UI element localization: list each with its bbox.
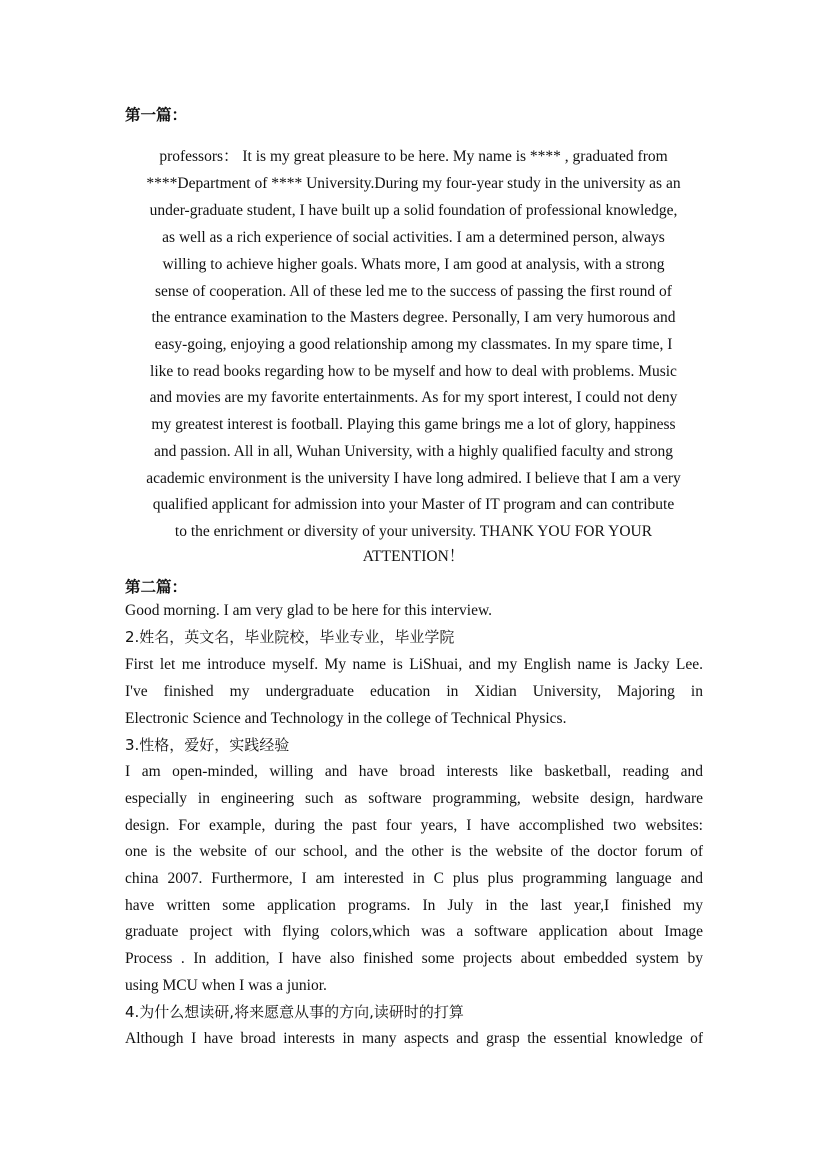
question-3: 3.性格，爱好，实践经验 bbox=[125, 736, 290, 754]
body-line: design. For example, during the past four years, I have accomplished two websites: bbox=[125, 817, 703, 834]
body-line: ATTENTION！ bbox=[362, 548, 465, 565]
body-line: professors： It is my great pleasure to be here. My name is **** , graduated from bbox=[159, 148, 668, 165]
body-line: ****Department of **** University.During my four-year study in the university as an bbox=[146, 175, 681, 192]
body-line: like to read books regarding how to be myself and how to deal with problems. Music bbox=[150, 363, 677, 380]
body-line: I am open-minded, willing and have broad interests like basketball, reading and bbox=[125, 763, 703, 780]
section-1-heading: 第一篇： bbox=[125, 106, 188, 124]
question-4: 4.为什么想读研,将来愿意从事的方向,读研时的打算 bbox=[125, 1003, 464, 1021]
body-line: have written some application programs. In July in the last year,I finished my bbox=[125, 897, 703, 914]
body-line: the entrance examination to the Masters degree. Personally, I am very humorous and bbox=[151, 309, 676, 326]
body-line: I've finished my undergraduate education in Xidian University, Majoring in bbox=[125, 683, 703, 700]
greeting-line: Good morning. I am very glad to be here for this interview. bbox=[125, 602, 493, 619]
body-line: and movies are my favorite entertainments. As for my sport interest, I could not deny bbox=[149, 389, 678, 406]
body-line: Electronic Science and Technology in the college of Technical Physics. bbox=[125, 710, 567, 727]
body-line: my greatest interest is football. Playing this game brings me a lot of glory, happiness bbox=[151, 416, 676, 433]
body-line: as well as a rich experience of social activities. I am a determined person, always bbox=[162, 229, 665, 246]
body-line: Although I have broad interests in many aspects and grasp the essential knowledge of bbox=[125, 1030, 703, 1047]
body-line: First let me introduce myself. My name is LiShuai, and my English name is Jacky Lee. bbox=[125, 656, 703, 673]
question-2: 2.姓名，英文名，毕业院校，毕业专业，毕业学院 bbox=[125, 628, 455, 646]
body-line: under-graduate student, I have built up a solid foundation of professional knowledge, bbox=[149, 202, 678, 219]
body-line: using MCU when I was a junior. bbox=[125, 977, 327, 994]
body-line: Process . In addition, I have also finished some projects about embedded system by bbox=[125, 950, 703, 967]
body-line: to the enrichment or diversity of your university. THANK YOU FOR YOUR bbox=[174, 523, 653, 540]
body-line: one is the website of our school, and the other is the website of the doctor forum of bbox=[125, 843, 703, 860]
body-line: easy-going, enjoying a good relationship among my classmates. In my spare time, I bbox=[154, 336, 673, 353]
body-line: academic environment is the university I have long admired. I believe that I am a very bbox=[146, 470, 681, 487]
body-line: especially in engineering such as software programming, website design, hardware bbox=[125, 790, 703, 807]
body-line: qualified applicant for admission into your Master of IT program and can contribute bbox=[152, 496, 675, 513]
body-line: willing to achieve higher goals. Whats more, I am good at analysis, with a strong bbox=[162, 256, 665, 273]
body-line: and passion. All in all, Wuhan University, with a highly qualified faculty and strong bbox=[154, 443, 673, 460]
section-2-heading: 第二篇： bbox=[125, 578, 188, 596]
body-line: china 2007. Furthermore, I am interested in C plus plus programming language and bbox=[125, 870, 703, 887]
body-line: sense of cooperation. All of these led me to the success of passing the first round of bbox=[155, 283, 672, 300]
body-line: graduate project with flying colors,which was a software application about Image bbox=[125, 923, 703, 940]
